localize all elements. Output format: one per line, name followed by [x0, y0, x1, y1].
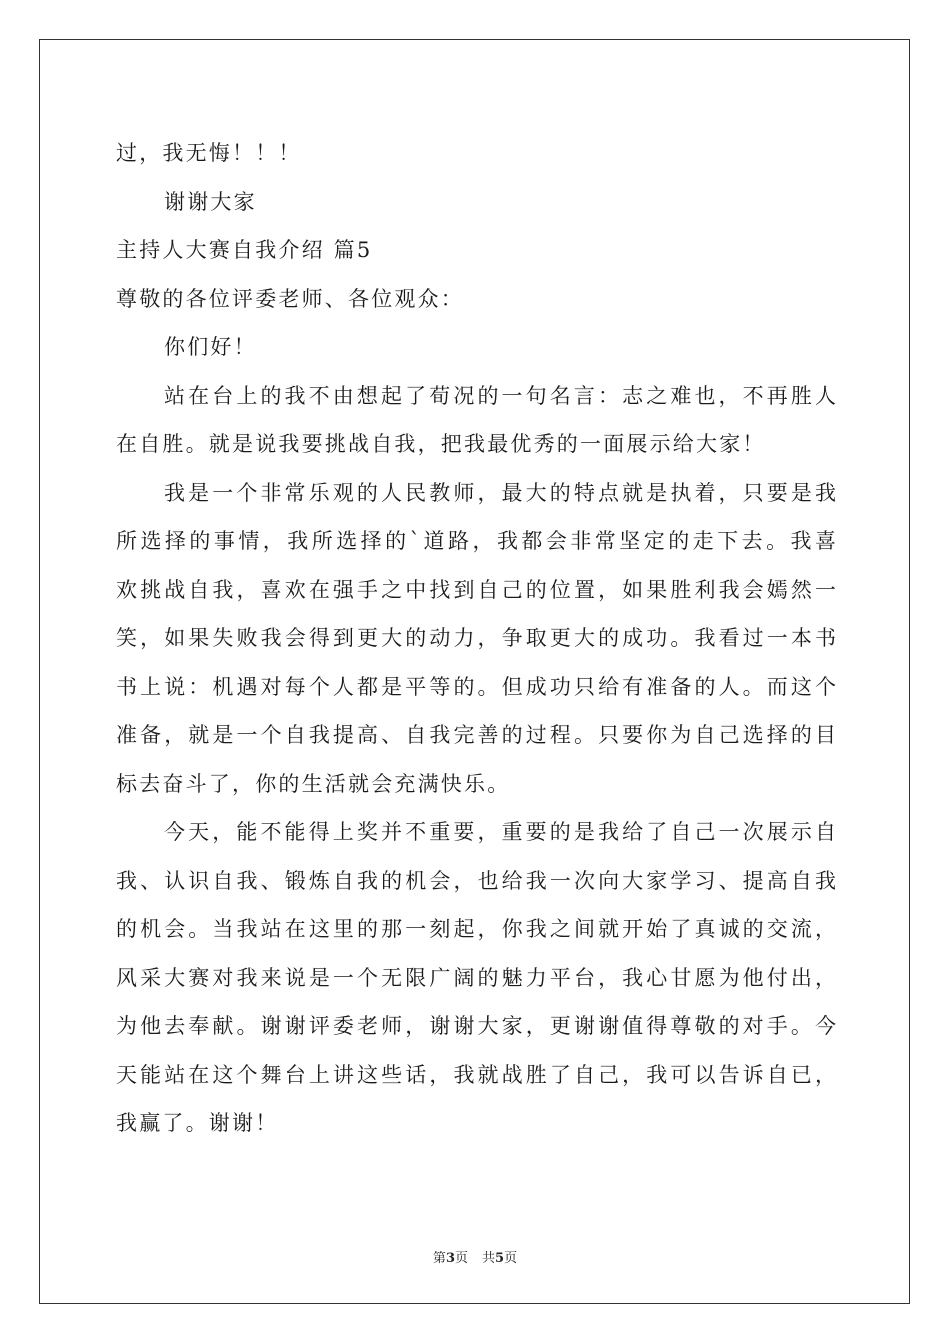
paragraph-line: 标去奋斗了，你的生活就会充满快乐。 — [116, 771, 511, 796]
paragraph-line: 为他去奉献。谢谢评委老师，谢谢大家，更谢谢值得尊敬的对手。今 — [116, 1014, 836, 1038]
paragraph-line: 在自胜。就是说我要挑战自我，把我最优秀的一面展示给大家！ — [116, 432, 766, 456]
total-prefix: 共 — [482, 1251, 496, 1266]
page-suffix: 页 — [454, 1251, 468, 1266]
section-heading: 主持人大赛自我介绍 篇5 — [116, 238, 373, 262]
salutation: 尊敬的各位评委老师、各位观众： — [116, 286, 464, 311]
paragraph-line: 站在台上的我不由想起了荀况的一句名言：志之难也，不再胜人 — [164, 383, 836, 408]
current-page-number: 3 — [445, 1251, 455, 1266]
paragraph-line: 我、认识自我、锻炼自我的机会，也给我一次向大家学习、提高自我 — [116, 868, 836, 893]
paragraph-line: 风采大赛对我来说是一个无限广阔的魅力平台，我心甘愿为他付出， — [116, 965, 836, 990]
paragraph-line: 的机会。当我站在这里的那一刻起，你我之间就开始了真诚的交流， — [116, 917, 836, 941]
paragraph-line: 欢挑战自我，喜欢在强手之中找到自己的位置，如果胜利我会嫣然一 — [116, 577, 836, 602]
paragraph-line: 准备，就是一个自我提高、自我完善的过程。只要你为自己选择的目 — [116, 723, 836, 747]
paragraph-line: 书上说：机遇对每个人都是平等的。但成功只给有准备的人。而这个 — [116, 674, 836, 699]
page-footer — [0, 1247, 950, 1266]
paragraph-line: 今天，能不能得上奖并不重要，重要的是我给了自己一次展示自 — [164, 820, 836, 844]
paragraph-line: 我是一个非常乐观的人民教师，最大的特点就是执着，只要是我 — [164, 480, 836, 505]
document-body — [116, 129, 836, 1148]
paragraph-line: 所选择的事情，我所选择的`道路，我都会非常坚定的走下去。我喜 — [116, 529, 836, 553]
text-line: 过，我无悔！！！ — [116, 141, 302, 165]
paragraph-line: 我赢了。谢谢！ — [116, 1111, 279, 1135]
greeting: 你们好！ — [164, 335, 257, 359]
text-line: 谢谢大家 — [164, 189, 257, 214]
paragraph-line: 笑，如果失败我会得到更大的动力，争取更大的成功。我看过一本书 — [116, 626, 836, 650]
total-suffix: 页 — [504, 1251, 518, 1266]
page-prefix: 第 — [432, 1251, 446, 1266]
paragraph-line: 天能站在这个舞台上讲这些话，我就战胜了自己，我可以告诉自已， — [116, 1062, 836, 1087]
total-page-number: 5 — [495, 1251, 505, 1266]
